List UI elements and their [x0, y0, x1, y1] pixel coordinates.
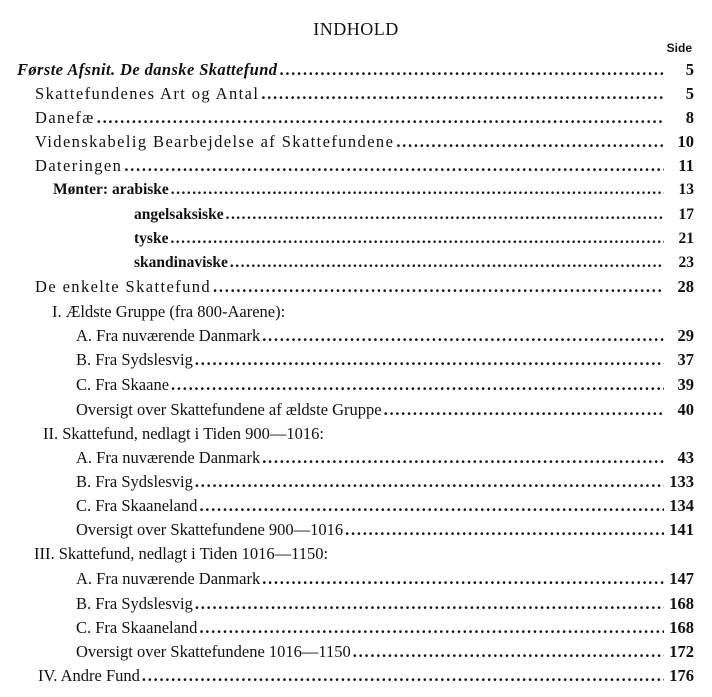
toc-entry	[134, 203, 694, 227]
toc-entry-page: 13	[678, 181, 694, 198]
toc-section-heading	[52, 300, 694, 324]
toc-entry-label: De enkelte Skattefund	[35, 277, 212, 296]
toc-entry-label: Danefæ	[35, 108, 95, 127]
toc-entry-page: 168	[669, 594, 694, 613]
toc-entry	[76, 446, 694, 470]
toc-entry	[76, 592, 694, 616]
toc-section-heading	[34, 542, 694, 566]
toc-entry-label: I. Ældste Gruppe (fra 800-Aarene):	[52, 302, 286, 321]
toc-entry-page: 37	[677, 350, 694, 369]
leader-dots	[279, 58, 664, 82]
toc-entry	[35, 82, 694, 106]
toc-entry-page: 39	[677, 375, 694, 394]
leader-dots	[97, 106, 664, 130]
toc-entry	[76, 348, 694, 372]
leader-dots	[124, 154, 664, 178]
leader-dots	[230, 251, 664, 275]
toc-entry-page: 23	[678, 254, 694, 271]
toc-entry-label: Skattefundenes Art og Antal	[35, 84, 260, 103]
toc-entry	[35, 154, 694, 178]
toc-entry-label: C. Fra Skaane	[76, 375, 170, 394]
toc-entry-page: 11	[678, 156, 694, 175]
toc-entry-page: 21	[678, 230, 694, 247]
toc-entry-page: 28	[677, 277, 694, 296]
toc-entry-page: 5	[685, 60, 694, 79]
toc-entry-page: 29	[677, 326, 694, 345]
leader-dots	[345, 518, 664, 542]
toc-entry-label: Oversigt over Skattefundene 900—1016	[76, 520, 344, 539]
toc-entry	[134, 251, 694, 275]
toc-entry	[35, 106, 694, 130]
leader-dots	[195, 348, 664, 372]
toc-entry-page: 17	[678, 206, 694, 223]
toc-entry-label: A. Fra nuværende Danmark	[76, 569, 261, 588]
toc-entry-label: C. Fra Skaaneland	[76, 618, 198, 637]
toc-entry	[76, 470, 694, 494]
toc-entry-page: 147	[669, 569, 694, 588]
toc-entry	[76, 616, 694, 640]
toc-entry-label: Videnskabelig Bearbejdelse af Skattefundene	[35, 132, 395, 151]
toc-entry-page: 141	[669, 520, 694, 539]
toc-entry-page: 10	[677, 132, 694, 151]
toc-entry	[35, 275, 694, 299]
toc-entry-label: skandinaviske	[134, 254, 228, 271]
leader-dots	[171, 373, 664, 397]
leader-dots	[142, 664, 664, 688]
toc-entry	[76, 494, 694, 518]
toc-entry	[76, 324, 694, 348]
toc-entry-page: 176	[669, 666, 694, 685]
toc-entry-label: III. Skattefund, nedlagt i Tiden 1016—1150:	[34, 544, 329, 563]
toc-entry-label: Dateringen	[35, 156, 123, 175]
toc-section-heading	[43, 422, 694, 446]
toc-entry-page: 8	[685, 108, 694, 127]
toc-entry	[76, 373, 694, 397]
toc-entry-label: B. Fra Sydslesvig	[76, 594, 193, 613]
toc-entry-label: IV. Andre Fund	[38, 666, 140, 685]
toc-entry-label: angelsaksiske	[134, 206, 224, 223]
toc-entry-page: 172	[669, 642, 694, 661]
leader-dots	[262, 567, 664, 591]
toc-entry	[35, 130, 694, 154]
leader-dots	[262, 446, 664, 470]
page-column-label: Side	[666, 41, 692, 55]
toc-entry	[76, 518, 694, 542]
toc-entry-label: Mønter: arabiske	[53, 181, 169, 198]
page-title: INDHOLD	[313, 19, 399, 39]
leader-dots	[261, 82, 664, 106]
toc-entry-page: 133	[669, 472, 694, 491]
toc-entry-label: B. Fra Sydslesvig	[76, 350, 193, 369]
toc-entry-label: Oversigt over Skattefundene 1016—1150	[76, 642, 351, 661]
leader-dots	[170, 227, 664, 251]
toc-entry-label: Første Afsnit. De danske Skattefund	[17, 60, 278, 79]
toc-entry-label: A. Fra nuværende Danmark	[76, 448, 261, 467]
toc-entry-page: 43	[677, 448, 694, 467]
toc-entry-page: 5	[685, 84, 694, 103]
toc-entry-label: II. Skattefund, nedlagt i Tiden 900—1016:	[43, 424, 324, 443]
toc-entry	[38, 664, 694, 688]
toc-entry-label: C. Fra Skaaneland	[76, 496, 198, 515]
toc-entry-page: 168	[669, 618, 694, 637]
leader-dots	[396, 130, 664, 154]
toc-entry-label: B. Fra Sydslesvig	[76, 472, 193, 491]
toc-entry-page: 40	[677, 400, 694, 419]
toc-entry	[76, 567, 694, 591]
leader-dots	[213, 275, 664, 299]
toc-entry	[53, 178, 694, 202]
leader-dots	[384, 398, 664, 422]
leader-dots	[262, 324, 664, 348]
toc-entry	[76, 640, 694, 664]
toc-entry-label: tyske	[134, 230, 169, 247]
leader-dots	[199, 616, 664, 640]
toc-entry	[134, 227, 694, 251]
leader-dots	[195, 592, 664, 616]
toc-entry-page: 134	[669, 496, 694, 515]
leader-dots	[199, 494, 664, 518]
leader-dots	[226, 203, 664, 227]
toc-entry	[76, 398, 694, 422]
leader-dots	[171, 178, 664, 202]
toc-entry-label: A. Fra nuværende Danmark	[76, 326, 261, 345]
toc-entry-label: Oversigt over Skattefundene af ældste Gruppe	[76, 400, 382, 419]
leader-dots	[195, 470, 664, 494]
toc-entry	[17, 58, 694, 82]
leader-dots	[353, 640, 664, 664]
